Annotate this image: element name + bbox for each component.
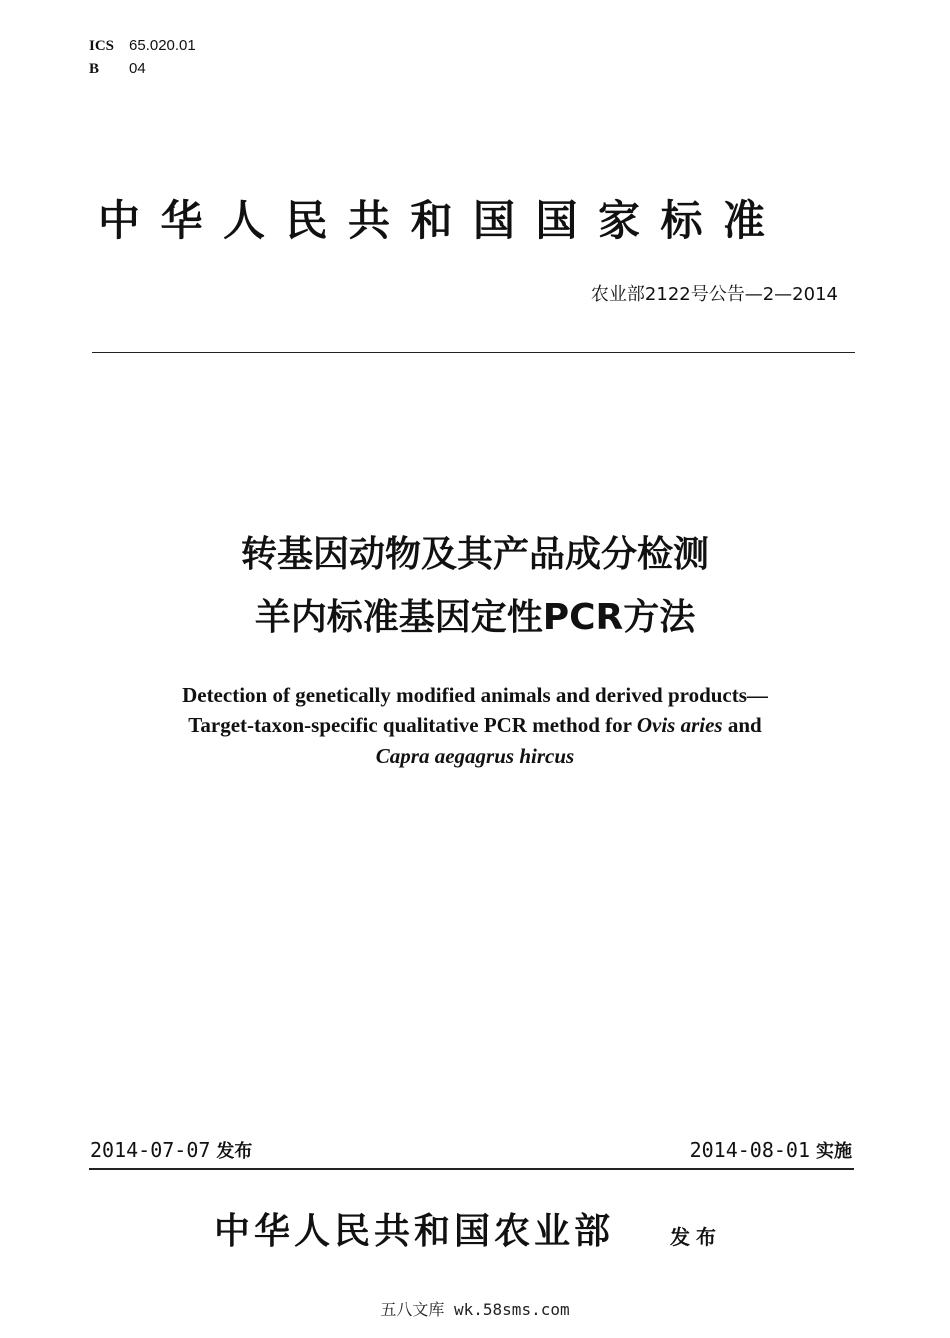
issue-date-value: 2014-07-07 [90,1138,211,1162]
english-title-line-1: Detection of genetically modified animals and derived products— [182,683,768,707]
ics-code [89,37,196,55]
issue-date-suffix: 发布 [216,1141,253,1162]
ccs-value: 04 [129,60,146,77]
english-title-text: and [722,713,762,737]
implementation-date-value: 2014-08-01 [689,1138,810,1162]
issuing-authority-suffix: 发布 [670,1225,722,1249]
chinese-title-line-2: 羊内标准基因定性PCR方法 [254,597,696,638]
ccs-code [89,60,146,78]
standard-number: 农业部2122号公告—2—2014 [590,284,838,305]
ics-label: ICS [89,38,115,54]
english-title-line-2 [0,709,950,741]
ics-value: 65.020.01 [129,37,196,54]
implementation-date-suffix: 实施 [816,1141,852,1162]
national-standard-title: 中华人民共和国国家标准 [98,196,786,245]
issuing-authority: 中华人民共和国农业部 [214,1211,615,1252]
ccs-label: B [89,61,100,77]
issue-date [90,1136,252,1166]
implementation-date [690,1136,852,1166]
footer-divider [89,1168,854,1170]
english-title-text: Target-taxon-specific qualitative PCR method for [188,713,637,737]
species-name-sheep: Ovis aries [636,713,723,737]
chinese-title-line-1: 转基因动物及其产品成分检测 [240,534,709,575]
header-divider [92,352,855,353]
watermark: 五八文库 wk.58sms.com [380,1300,570,1319]
species-name-goat: Capra aegagrus hircus [375,744,575,768]
